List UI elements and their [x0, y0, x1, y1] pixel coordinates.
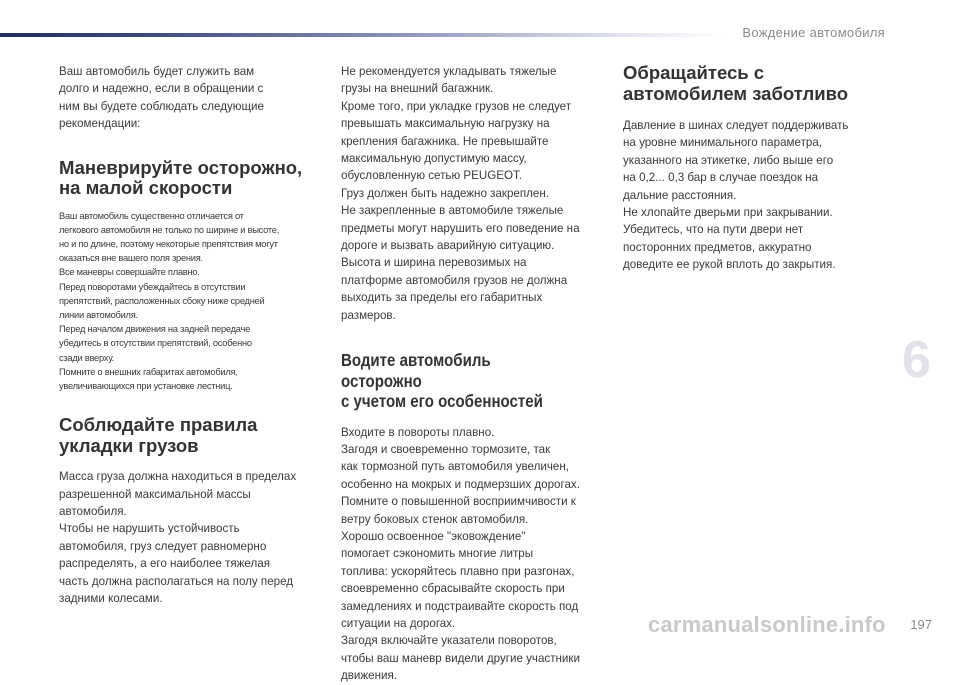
watermark-text: carmanualsonline.info	[648, 612, 886, 637]
header-rule	[0, 33, 725, 37]
column-right	[623, 63, 885, 274]
care-paragraph: Давление в шинах следует поддерживать на уровне минимального параметра, указанного на этикетке, либо выше его на 0,2... 0,3 бар в случае поездок на дальние расстояния. Не хлопайте дверьми при закрывании. Убедитесь, что на пути двери нет посторонних предметов, аккуратно доведите ее рукой вплоть до закрытия.	[623, 119, 849, 272]
loading-paragraph: Масса груза должна находиться в пределах разрешенной максимальной массы автомобиля. Чтобы не нарушить устойчивость автомобиля, груз следует равномерно распределять, а его наиболее тяжелая часть должна располагаться на полу перед задними колесами.	[59, 470, 297, 606]
heading-driving: Водите автомобиль осторожно с учетом его особенностей	[341, 350, 543, 412]
column-middle	[341, 63, 603, 685]
heading-maneuver: Маневрируйте осторожно, на малой скорости	[59, 156, 303, 199]
chapter-number: 6	[902, 331, 931, 389]
maneuver-paragraph: Ваш автомобиль существенно отличается от легкового автомобиля не только по ширине и высоте, но и по длине, поэтому некоторые препятствия могут оказаться вне вашего поля зрения. Все маневры совершайте плавно. Перед поворотами убеждайтесь в отсутствии препятствий, расположенных сбоку ниже средней линии автомобиля. Перед началом движения на задней передаче убедитесь в отсутствии препятствий, особенно сзади вверху. Помните о внешних габаритах автомобиля, увеличивающихся при установке лестниц.	[59, 210, 280, 392]
driving-paragraph: Входите в повороты плавно. Загодя и своевременно тормозите, так как тормозной путь автомобиля увеличен, особенно на мокрых и подмерзших дорогах. Помните о повышенной восприимчивости к ветру боковых стенок автомобиля. Хорошо освоенное "эковождение" помогает сэкономить многие литры топлива: ускоряйтесь плавно при разгонах, своевременно сбрасывайте скорость при замедлениях и подстраивайте скорость под ситуации на дорогах. Загодя включайте указатели поворотов, чтобы ваш маневр видели другие участники движения.	[341, 425, 580, 683]
cargo-paragraph: Не рекомендуется укладывать тяжелые грузы на внешний багажник. Кроме того, при укладке грузов не следует превышать максимальную нагрузку на крепления багажника. Не превышайте максимальную допустимую массу, обусловленную сетью PEUGEOT. Груз должен быть надежно закреплен. Не закрепленные в автомобиле тяжелые предметы могут нарушить его поведение на дороге и вызвать аварийную ситуацию. Высота и ширина перевозимых на платформе автомобиля грузов не должна выходить за пределы его габаритных размеров.	[341, 65, 580, 322]
section-title: Вождение автомобиля	[742, 25, 885, 40]
heading-care: Обращайтесь с автомобилем заботливо	[623, 62, 849, 104]
page-number: 197	[910, 617, 932, 632]
column-left	[59, 63, 321, 608]
heading-loading: Соблюдайте правила укладки грузов	[59, 414, 258, 456]
intro-paragraph: Ваш автомобиль будет служить вам долго и надежно, если в обращении с ним вы будете соблюдать следующие рекомендации:	[59, 65, 264, 131]
